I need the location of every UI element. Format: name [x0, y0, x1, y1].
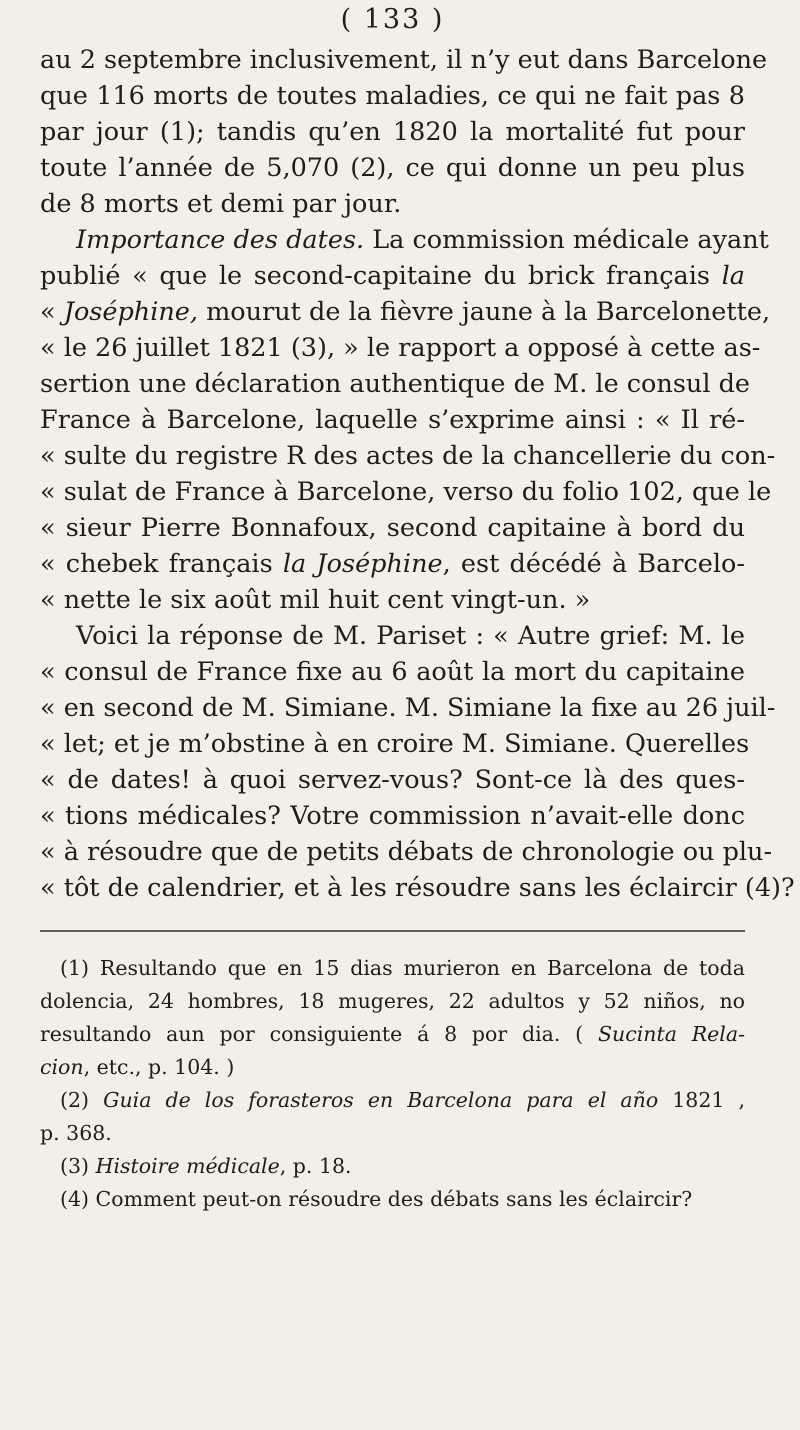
footnote-line: (3) Histoire médicale, p. 18. [60, 1154, 352, 1178]
text-line: « de dates! à quoi servez-vous? Sont-ce là des ques- [40, 765, 745, 795]
text-line: de 8 morts et demi par jour. [40, 189, 402, 219]
text-line: que 116 morts de toutes maladies, ce qui ne fait pas 8 [40, 81, 745, 111]
footnote-line: cion, etc., p. 104. ) [40, 1055, 235, 1079]
text-line-section-start: Importance des dates. La commission médicale ayant [76, 225, 769, 255]
text-line: « à résoudre que de petits débats de chronologie ou plu- [40, 837, 773, 867]
main-text [40, 42, 795, 906]
footnote-divider [40, 930, 745, 932]
footnote-line: (1) Resultando que en 15 dias murieron en Barcelona de toda [60, 956, 745, 980]
text-line: « en second de M. Simiane. M. Simiane la fixe au 26 juil- [40, 693, 776, 723]
text-line: publié « que le second-capitaine du brick français la [40, 261, 745, 291]
footnotes [40, 952, 745, 1216]
text-line: toute l’année de 5,070 (2), ce qui donne un peu plus [40, 153, 745, 183]
text-line: par jour (1); tandis qu’en 1820 la mortalité fut pour [40, 117, 745, 147]
text-line: « tôt de calendrier, et à les résoudre sans les éclaircir (4)? [40, 873, 795, 903]
text-line: « le 26 juillet 1821 (3), » le rapport a opposé à cette as- [40, 333, 761, 363]
text-line: « let; et je m’obstine à en croire M. Simiane. Querelles [40, 729, 750, 759]
text-line: « nette le six août mil huit cent vingt-un. » [40, 585, 591, 615]
text-line: « sieur Pierre Bonnafoux, second capitaine à bord du [40, 513, 745, 543]
text-line: « tions médicales? Votre commission n’avait-elle donc [40, 801, 745, 831]
footnote-line: dolencia, 24 hombres, 18 mugeres, 22 adultos y 52 niños, no [40, 989, 745, 1013]
text-line: au 2 septembre inclusivement, il n’y eut dans Barcelone [40, 45, 768, 75]
page-number: ( 133 ) [340, 4, 445, 35]
text-line: « Joséphine, mourut de la fièvre jaune à la Barcelonette, [40, 297, 771, 327]
text-line: « sulte du registre R des actes de la chancellerie du con- [40, 441, 776, 471]
section-heading: Importance des dates. [76, 225, 365, 255]
footnote-line: p. 368. [40, 1121, 112, 1145]
text-line: Voici la réponse de M. Pariset : « Autre grief: M. le [76, 621, 745, 651]
text-line: « consul de France fixe au 6 août la mort du capitaine [40, 657, 745, 687]
text-line: France à Barcelone, laquelle s’exprime ainsi : « Il ré- [40, 405, 745, 435]
footnote-line: (4) Comment peut-on résoudre des débats sans les éclaircir? [60, 1187, 693, 1211]
text-line: « chebek français la Joséphine, est décédé à Barcelo- [40, 549, 745, 579]
text-line: « sulat de France à Barcelone, verso du folio 102, que le [40, 477, 772, 507]
text-line: sertion une déclaration authentique de M. le consul de [40, 369, 751, 399]
footnote-line: resultando aun por consiguiente á 8 por dia. ( Sucinta Rela- [40, 1022, 745, 1046]
footnote-line: (2) Guia de los forasteros en Barcelona para el año 1821 , [60, 1088, 745, 1112]
